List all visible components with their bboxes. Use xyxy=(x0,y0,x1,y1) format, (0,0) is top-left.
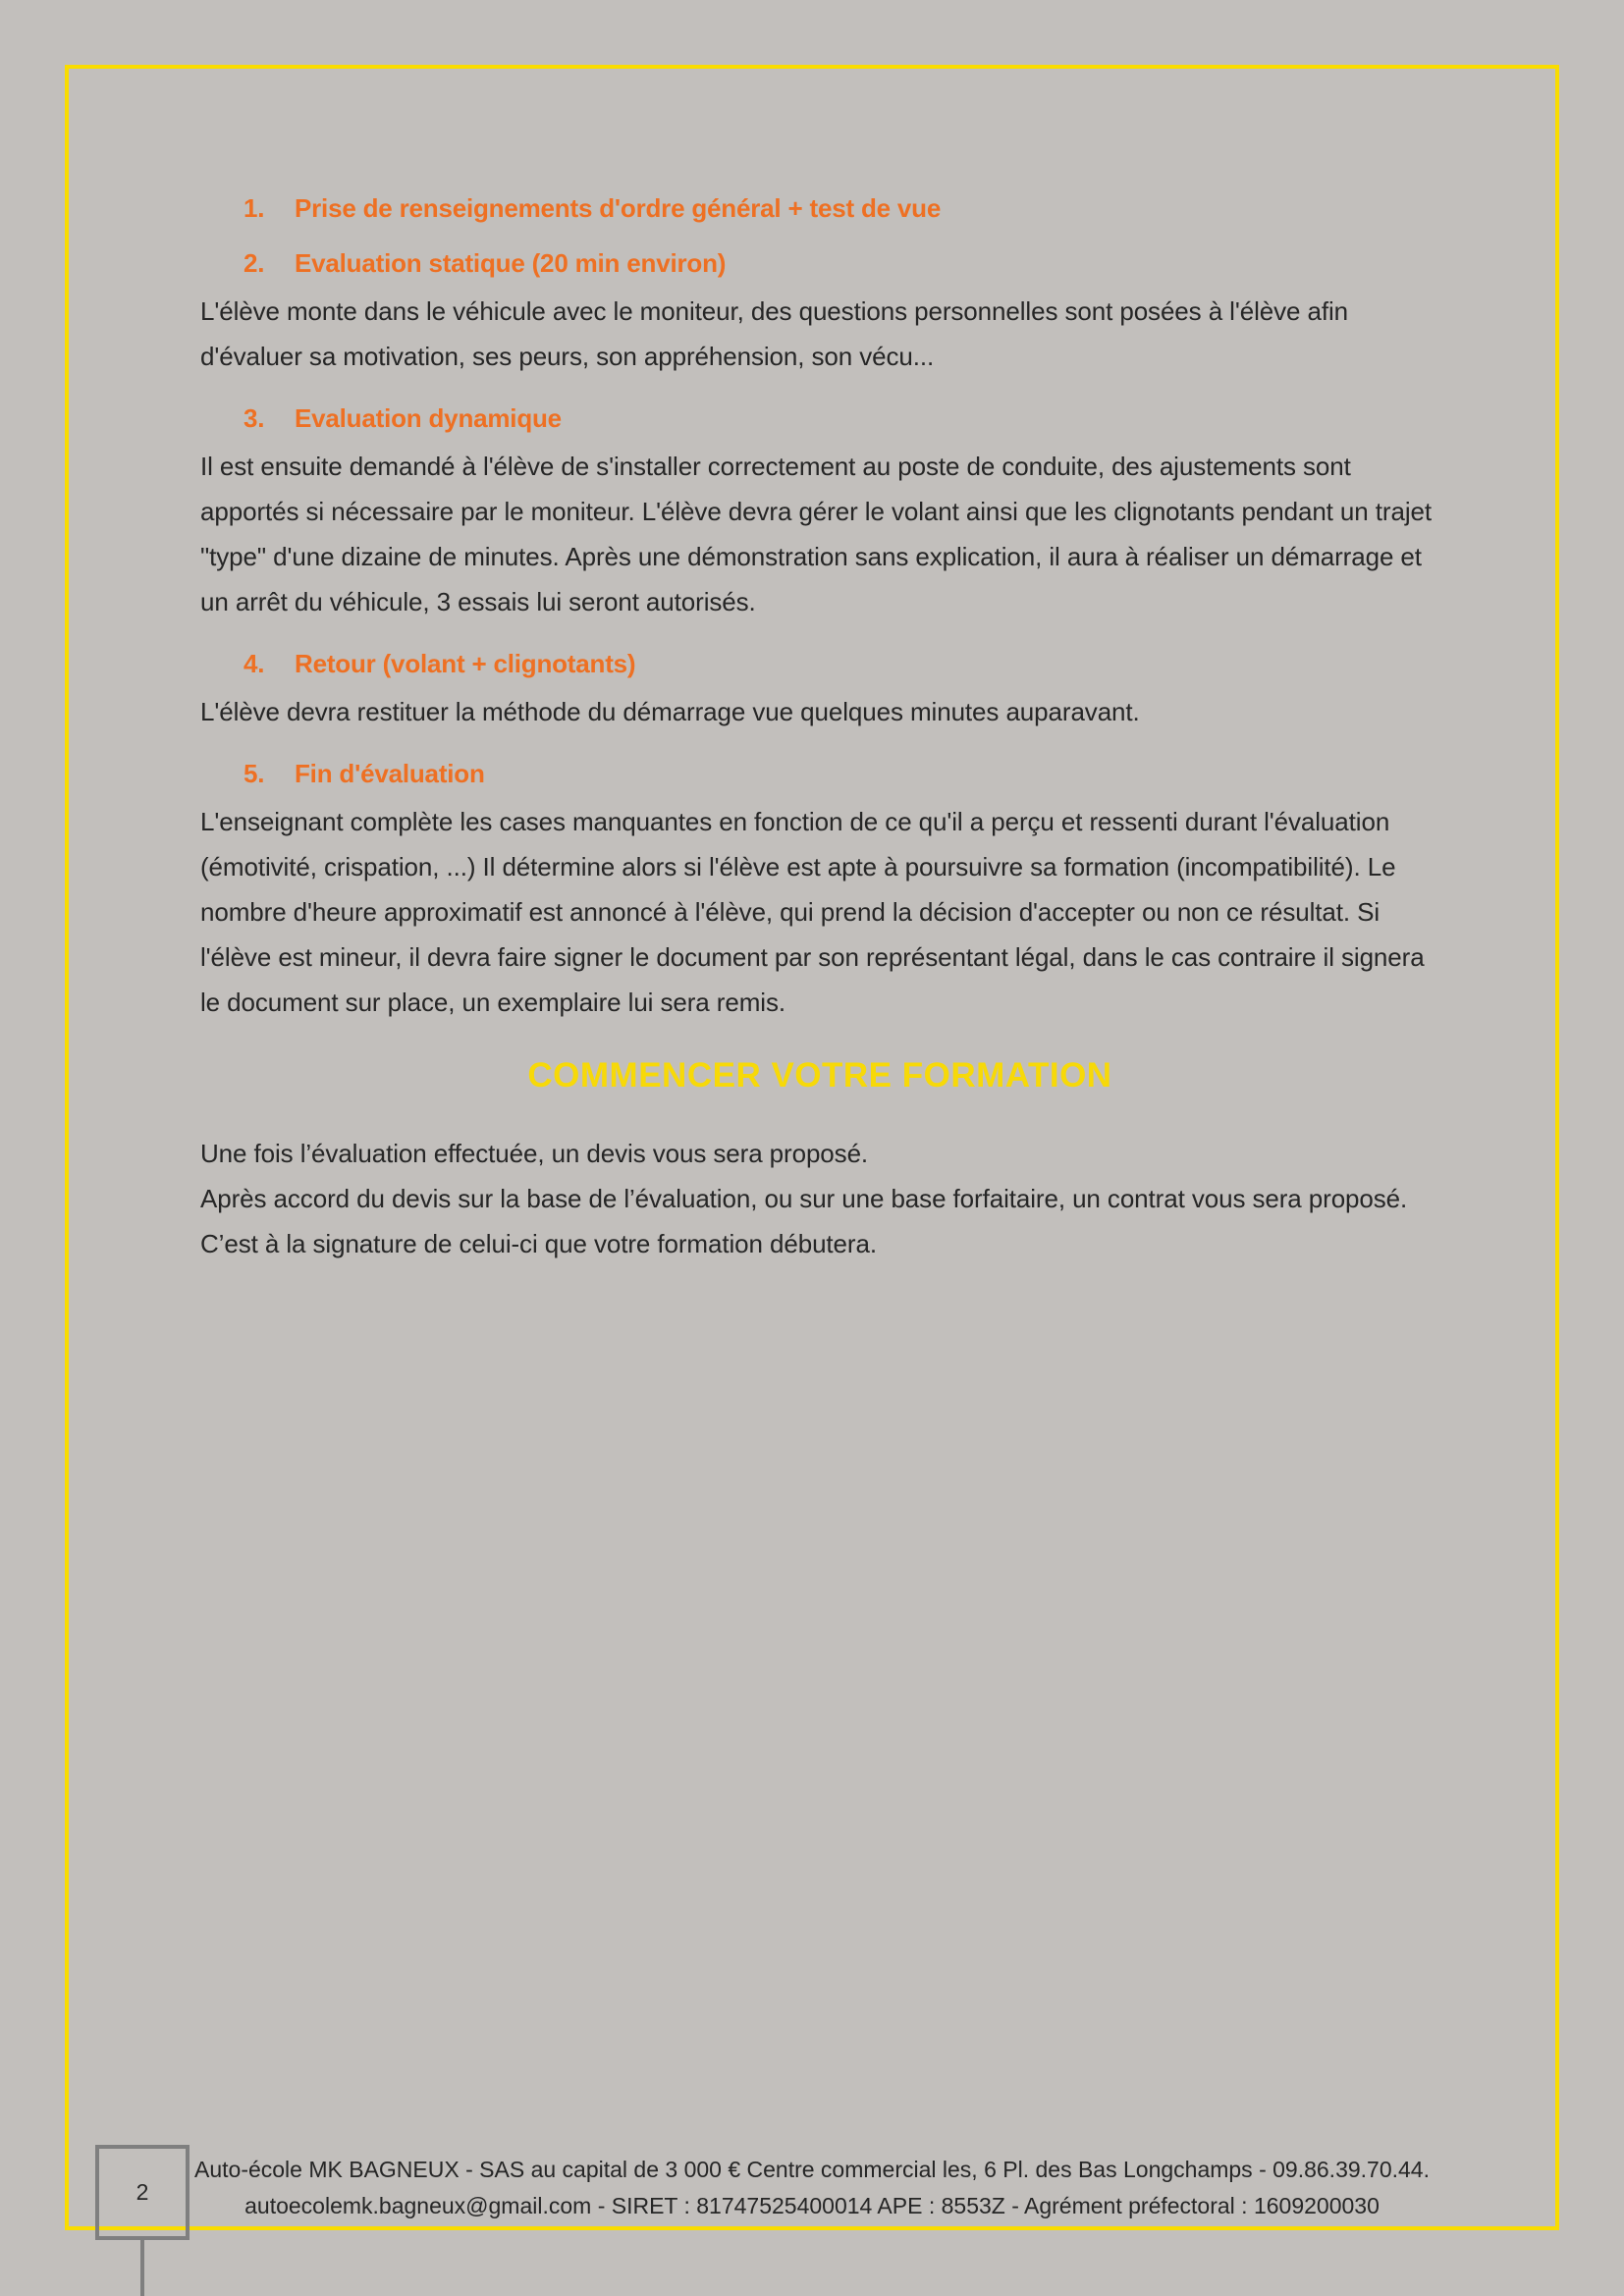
formation-paragraphs xyxy=(200,1131,1496,1266)
page-number-box xyxy=(95,2145,189,2240)
section-title: Retour (volant + clignotants) xyxy=(295,649,636,678)
section-heading-1 xyxy=(244,192,1496,224)
footer-line-1: Auto-école MK BAGNEUX - SAS au capital de 3 000 € Centre commercial les, 6 Pl. des Bas Longchamps - 09.86.39.70.44. xyxy=(194,2157,1430,2182)
section-heading-4 xyxy=(244,648,1496,679)
section-body-2: L'élève monte dans le véhicule avec le moniteur, des questions personnelles sont posées à l'élève afin d'évaluer sa motivation, ses peurs, son appréhension, son vécu... xyxy=(200,296,1349,371)
section-body-4: L'élève devra restituer la méthode du démarrage vue quelques minutes auparavant. xyxy=(200,697,1140,726)
section-title: Evaluation statique (20 min environ) xyxy=(295,248,727,278)
document-content xyxy=(69,69,1555,1266)
section-title: Prise de renseignements d'ordre général + test de vue xyxy=(295,193,942,223)
section-title: Evaluation dynamique xyxy=(295,403,562,433)
page-number-divider-line xyxy=(140,2238,144,2296)
section-number: 5. xyxy=(244,759,265,788)
section-body-3: Il est ensuite demandé à l'élève de s'installer correctement au poste de conduite, des ajustements sont apportés si nécessaire par le moniteur. L'élève devra gérer le volant ainsi que les clignotants pendant un trajet "type" d'une dizaine de minutes. Après une démonstration sans explication, il aura à réaliser un démarrage et un arrêt du véhicule, 3 essais lui seront autorisés. xyxy=(200,452,1432,616)
section-number: 1. xyxy=(244,193,265,223)
section-title: Fin d'évaluation xyxy=(295,759,485,788)
section-body-5: L'enseignant complète les cases manquantes en fonction de ce qu'il a perçu et ressenti durant l'évaluation (émotivité, crispation, ...) Il détermine alors si l'élève est apte à poursuivre sa formation (incompatibilité). Le nombre d'heure approximatif est annoncé à l'élève, qui prend la décision d'accepter ou non ce résultat. Si l'élève est mineur, il devra faire signer le document par son représentant légal, dans le cas contraire il signera le document sur place, un exemplaire lui sera remis. xyxy=(200,807,1425,1017)
section-heading-2 xyxy=(244,247,1496,279)
page-number: 2 xyxy=(135,2179,149,2205)
section-number: 3. xyxy=(244,403,265,433)
formation-paragraph-2: Après accord du devis sur la base de l’évaluation, ou sur une base forfaitaire, un contrat vous sera proposé. C’est à la signature de celui-ci que votre formation débutera. xyxy=(200,1184,1408,1258)
section-heading-5 xyxy=(244,758,1496,789)
formation-section-title: COMMENCER VOTRE FORMATION xyxy=(527,1056,1112,1095)
section-number: 2. xyxy=(244,248,265,278)
section-heading-3 xyxy=(244,402,1496,434)
page-footer xyxy=(69,2152,1555,2224)
page-border-frame xyxy=(65,65,1559,2230)
section-number: 4. xyxy=(244,649,265,678)
formation-paragraph-1: Une fois l’évaluation effectuée, un devis vous sera proposé. xyxy=(200,1139,869,1168)
footer-line-2: autoecolemk.bagneux@gmail.com - SIRET : 81747525400014 APE : 8553Z - Agrément préfectoral : 1609200030 xyxy=(244,2193,1380,2218)
